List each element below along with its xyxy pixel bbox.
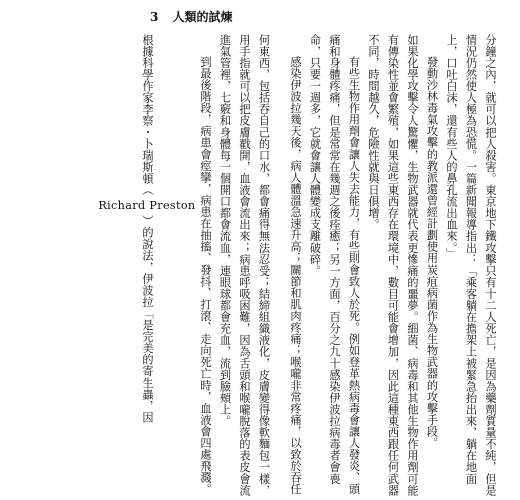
page-number: 3: [150, 10, 159, 24]
text-line: 分鐘之內，就可以把人殺害。東京地下鐵攻擊只有十二人死亡，是因為藥劑質量不純，但是: [484, 34, 497, 496]
page-header: [150, 8, 233, 25]
body-text: [98, 34, 500, 496]
latin-name: Richard Preston: [98, 198, 196, 212]
text-line: 有些生物作用劑會讓人失去能力，有些則會致人於死。例如登革熱病毒會讓人發炎、頭: [347, 56, 361, 496]
text-line: 有傳染性並會繁殖，如果這些東西存在環境中，數目可能會增加，因此這種東西跟任何武器: [386, 34, 400, 496]
text-line: 用手指就可以把皮膚戳開，血液會流出來；病患呼吸困難，因為舌頭和喉嚨脫落的表皮會流: [238, 34, 251, 496]
text-line: 上，口吐白沫，還有些人的鼻孔流出血來。」: [445, 34, 458, 260]
text-line: 命，只要一週多，它就會讓人體變成支離破碎。: [308, 34, 322, 277]
text-line: 進氣管裡，七竅和身體每一個開口都會流血，連眼球都會充血，流到臉頰上。: [218, 34, 232, 427]
text-line: 何東西，包括吞自己的口水，都會痛得無法忍受；結締組織液化，皮膚變得像軟麵包一樣，: [257, 34, 271, 496]
text-line: 根據科學作家李察・卜瑞斯頓（Richard Preston）的說法，伊波拉「是完美的寄生蟲，因: [98, 34, 196, 424]
text-line: 情況仍然使人極為恐慌。一篇新聞報導指出：「乘客躺在擔架上被緊急抬出來，躺在地面: [464, 34, 478, 485]
running-title: 人類的試煉: [172, 10, 233, 24]
text-line: 如果化學攻擊令人驚懼，生物武器就代表更慘痛的噩夢。細菌、病毒和其他生物作用劑可能: [406, 34, 419, 496]
text-line: 發動沙林毒氣攻擊的教派還曾經計劃使用炭疽病菌作為生物武器的攻擊手段。: [425, 56, 439, 450]
text-line: 到最後階段，病患會痙攣，病患在抽搐、發抖、打滾、走向死亡時，血液會四處飛濺。: [199, 56, 212, 496]
text-line: 痛和身體疼痛，但是常常在幾週之後痊癒；另一方面，百分之九十感染伊波拉病毒者會喪: [328, 34, 341, 485]
text-line: 感染伊波拉幾天後，病人體溫急速升高；關節和肌肉疼痛；喉嚨非常疼痛，以致於吞任: [289, 56, 302, 496]
text-line: 不同，時間越久，危險性就與日俱增。: [367, 34, 380, 231]
